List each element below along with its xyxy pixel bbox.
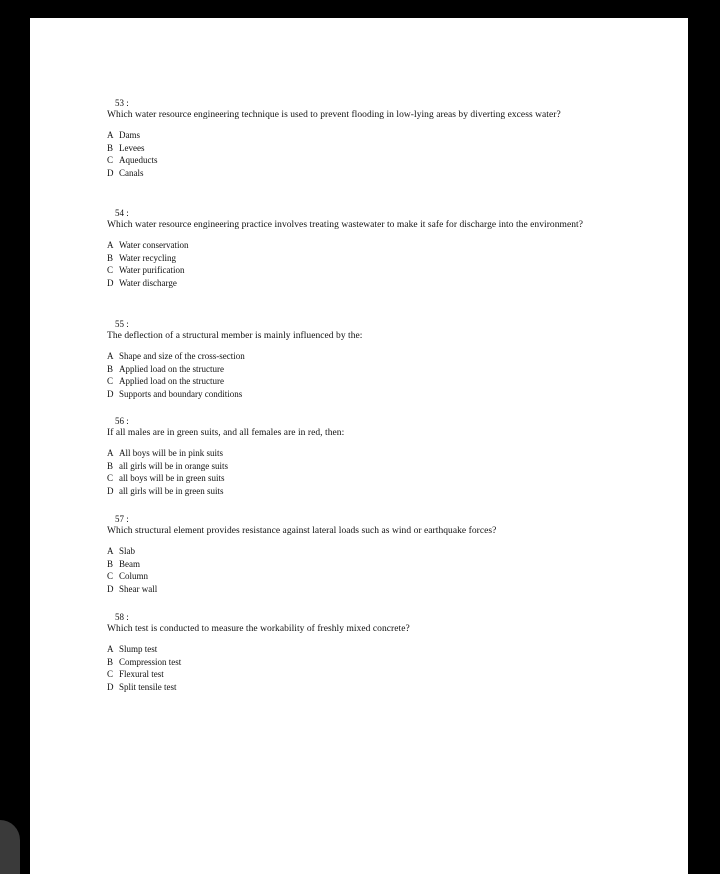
question-number: 58 : bbox=[115, 612, 129, 622]
option-b bbox=[107, 363, 627, 376]
option-text: Applied load on the structure bbox=[119, 363, 224, 374]
option-text: Slump test bbox=[119, 644, 158, 654]
option-text: Supports and boundary conditions bbox=[119, 388, 243, 399]
option-list bbox=[107, 643, 627, 693]
option-letter: B bbox=[107, 460, 114, 471]
option-letter: D bbox=[107, 277, 114, 288]
option-text: Water recycling bbox=[119, 252, 176, 263]
option-letter: A bbox=[107, 130, 114, 140]
option-letter: A bbox=[107, 351, 114, 361]
option-letter: B bbox=[107, 252, 114, 263]
option-letter: B bbox=[107, 142, 114, 153]
option-text: Dams bbox=[119, 130, 140, 140]
question-number: 55 : bbox=[115, 319, 129, 329]
option-letter: A bbox=[107, 448, 114, 458]
option-text: Water conservation bbox=[119, 240, 189, 250]
question-number: 57 : bbox=[115, 514, 129, 524]
question-text: Which test is conducted to measure the workability of freshly mixed concrete? bbox=[107, 624, 410, 634]
option-letter: A bbox=[107, 644, 114, 654]
option-d bbox=[107, 277, 627, 290]
option-text: Water purification bbox=[119, 265, 185, 275]
option-text: Shape and size of the cross-section bbox=[119, 351, 245, 361]
option-c bbox=[107, 570, 627, 583]
option-letter: C bbox=[107, 265, 114, 275]
option-text: all girls will be in orange suits bbox=[119, 460, 228, 471]
question-text: If all males are in green suits, and all females are in red, then: bbox=[107, 428, 345, 438]
option-letter: D bbox=[107, 681, 114, 692]
option-letter: B bbox=[107, 363, 114, 374]
option-a bbox=[107, 350, 627, 363]
option-text: Slab bbox=[119, 546, 136, 556]
option-a bbox=[107, 643, 627, 656]
option-text: Water discharge bbox=[119, 277, 177, 288]
option-text: all girls will be in green suits bbox=[119, 485, 224, 496]
option-text: all boys will be in green suits bbox=[119, 473, 225, 483]
option-d bbox=[107, 681, 627, 694]
option-a bbox=[107, 129, 627, 142]
question-text: Which water resource engineering practice involves treating wastewater to make it safe for discharge into the environment? bbox=[107, 220, 583, 230]
question-58 bbox=[107, 612, 627, 693]
option-list bbox=[107, 350, 627, 400]
option-letter: A bbox=[107, 240, 114, 250]
option-list bbox=[107, 545, 627, 595]
option-b bbox=[107, 656, 627, 669]
option-text: Split tensile test bbox=[119, 681, 177, 692]
question-text: The deflection of a structural member is mainly influenced by the: bbox=[107, 331, 363, 341]
option-text: Aqueducts bbox=[119, 155, 158, 165]
question-number: 56 : bbox=[115, 416, 129, 426]
question-text: Which water resource engineering technique is used to prevent flooding in low-lying areas by diverting excess water? bbox=[107, 110, 561, 120]
option-d bbox=[107, 167, 627, 180]
option-d bbox=[107, 485, 627, 498]
option-text: Levees bbox=[119, 142, 145, 153]
option-letter: C bbox=[107, 473, 114, 483]
option-d bbox=[107, 388, 627, 401]
option-b bbox=[107, 460, 627, 473]
option-letter: B bbox=[107, 656, 114, 667]
option-a bbox=[107, 239, 627, 252]
option-c bbox=[107, 154, 627, 167]
option-b bbox=[107, 558, 627, 571]
option-c bbox=[107, 375, 627, 388]
option-text: Shear wall bbox=[119, 583, 158, 594]
option-text: Canals bbox=[119, 167, 144, 178]
option-text: All boys will be in pink suits bbox=[119, 448, 224, 458]
option-c bbox=[107, 472, 627, 485]
option-letter: C bbox=[107, 376, 114, 386]
option-letter: D bbox=[107, 485, 114, 496]
option-text: Applied load on the structure bbox=[119, 376, 224, 386]
question-57 bbox=[107, 514, 627, 595]
question-number: 53 : bbox=[115, 98, 129, 108]
option-a bbox=[107, 545, 627, 558]
option-list bbox=[107, 239, 627, 289]
option-text: Flexural test bbox=[119, 669, 164, 679]
option-text: Compression test bbox=[119, 656, 182, 667]
option-letter: D bbox=[107, 388, 114, 399]
question-text: Which structural element provides resistance against lateral loads such as wind or earthquake forces? bbox=[107, 526, 497, 536]
question-53 bbox=[107, 98, 627, 179]
question-54 bbox=[107, 208, 627, 289]
option-list bbox=[107, 447, 627, 497]
option-letter: B bbox=[107, 558, 114, 569]
option-c bbox=[107, 264, 627, 277]
option-d bbox=[107, 583, 627, 596]
option-letter: C bbox=[107, 669, 114, 679]
question-56 bbox=[107, 416, 627, 497]
option-letter: D bbox=[107, 583, 114, 594]
option-list bbox=[107, 129, 627, 179]
question-number: 54 : bbox=[115, 208, 129, 218]
option-text: Beam bbox=[119, 558, 140, 569]
floating-handle[interactable] bbox=[0, 820, 20, 874]
option-text: Column bbox=[119, 571, 149, 581]
option-b bbox=[107, 142, 627, 155]
option-b bbox=[107, 252, 627, 265]
option-a bbox=[107, 447, 627, 460]
option-letter: C bbox=[107, 571, 114, 581]
document-page bbox=[30, 18, 688, 874]
option-letter: A bbox=[107, 546, 114, 556]
option-letter: D bbox=[107, 167, 114, 178]
option-letter: C bbox=[107, 155, 114, 165]
option-c bbox=[107, 668, 627, 681]
question-55 bbox=[107, 319, 627, 400]
